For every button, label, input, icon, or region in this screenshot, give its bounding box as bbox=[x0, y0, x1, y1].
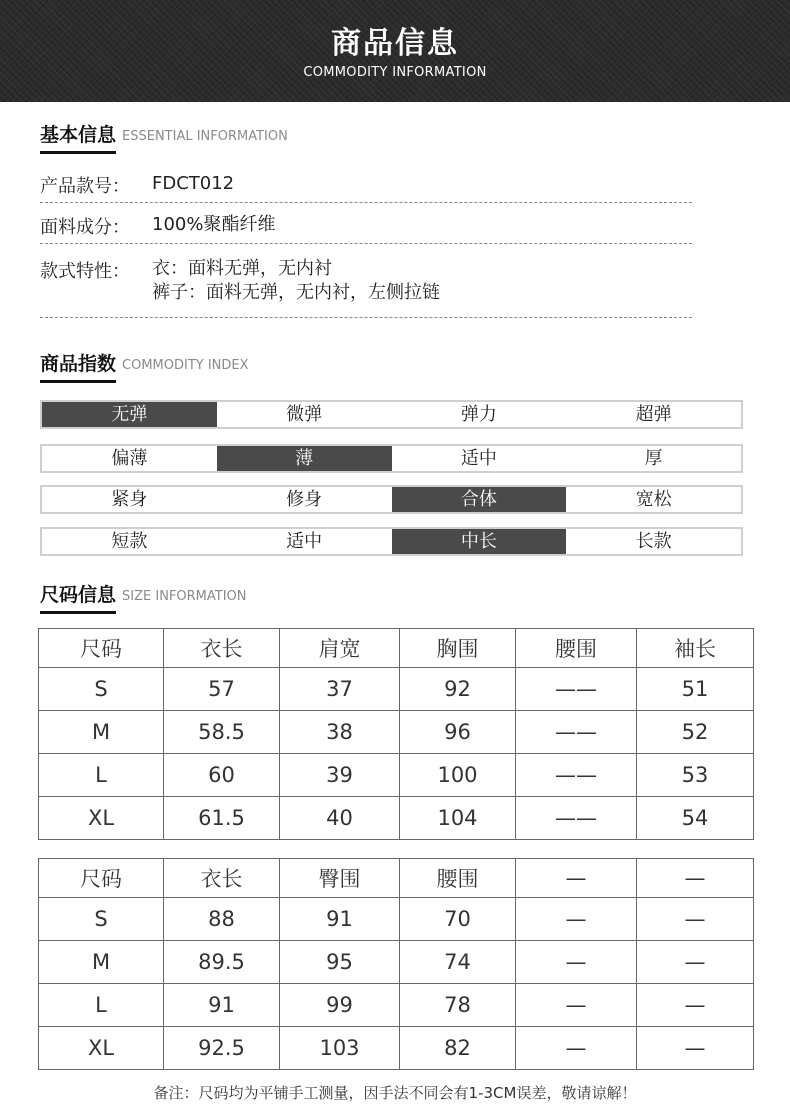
table-header-cell: 腰围 bbox=[400, 859, 516, 898]
index-option: 适中 bbox=[286, 531, 323, 552]
table-cell: — bbox=[516, 941, 637, 984]
table-cell: — bbox=[637, 984, 754, 1027]
table-row bbox=[39, 711, 754, 754]
page-title: 商品信息 bbox=[331, 26, 459, 61]
index-option: 厚 bbox=[644, 448, 663, 469]
table-row bbox=[39, 754, 754, 797]
table-cell: M bbox=[39, 941, 164, 984]
table-cell: 57 bbox=[164, 668, 280, 711]
table-header-cell: 袖长 bbox=[637, 629, 754, 668]
section-size-subtitle: SIZE INFORMATION bbox=[122, 589, 247, 604]
index-option: 短款 bbox=[111, 531, 148, 552]
table-row bbox=[39, 941, 754, 984]
section-size-title: 尺码信息 bbox=[40, 580, 116, 614]
header-banner bbox=[0, 0, 790, 102]
table-header-cell: 衣长 bbox=[164, 629, 280, 668]
table-header-row bbox=[39, 859, 754, 898]
table-cell: 95 bbox=[280, 941, 400, 984]
table-cell: —— bbox=[516, 711, 637, 754]
index-option: 中长 bbox=[392, 529, 567, 554]
table-cell: 100 bbox=[400, 754, 516, 797]
index-option: 薄 bbox=[217, 446, 392, 471]
table-cell: 54 bbox=[637, 797, 754, 840]
section-index-heading bbox=[40, 349, 249, 383]
index-option: 紧身 bbox=[111, 489, 148, 510]
table-cell: 92 bbox=[400, 668, 516, 711]
table-cell: 61.5 bbox=[164, 797, 280, 840]
table-cell: S bbox=[39, 898, 164, 941]
table-row bbox=[39, 1027, 754, 1070]
table-cell: — bbox=[637, 898, 754, 941]
table-header-cell: 臀围 bbox=[280, 859, 400, 898]
index-row-length bbox=[40, 527, 743, 556]
table-cell: 37 bbox=[280, 668, 400, 711]
section-size-heading bbox=[40, 580, 247, 614]
table-cell: L bbox=[39, 984, 164, 1027]
info-row-style-no bbox=[40, 172, 692, 203]
table-cell: M bbox=[39, 711, 164, 754]
table-cell: 58.5 bbox=[164, 711, 280, 754]
section-index-title: 商品指数 bbox=[40, 349, 116, 383]
index-option: 偏薄 bbox=[111, 448, 148, 469]
table-cell: —— bbox=[516, 754, 637, 797]
index-option: 合体 bbox=[392, 487, 567, 512]
index-option: 适中 bbox=[460, 448, 497, 469]
table-header-row bbox=[39, 629, 754, 668]
table-cell: 53 bbox=[637, 754, 754, 797]
info-label: 款式特性： bbox=[40, 261, 130, 282]
info-value: 衣：面料无弹，无内衬 bbox=[152, 258, 332, 279]
table-cell: —— bbox=[516, 668, 637, 711]
table-cell: — bbox=[516, 984, 637, 1027]
index-row-thickness bbox=[40, 444, 743, 473]
info-row-features bbox=[40, 257, 692, 318]
index-option: 宽松 bbox=[635, 489, 672, 510]
section-basic-subtitle: ESSENTIAL INFORMATION bbox=[122, 129, 288, 144]
size-table-top bbox=[38, 628, 754, 840]
index-option: 微弹 bbox=[286, 404, 323, 425]
table-header-cell: 尺码 bbox=[39, 629, 164, 668]
table-header-cell: — bbox=[637, 859, 754, 898]
page-subtitle: COMMODITY INFORMATION bbox=[303, 65, 487, 80]
table-row bbox=[39, 984, 754, 1027]
table-cell: 78 bbox=[400, 984, 516, 1027]
table-header-cell: 腰围 bbox=[516, 629, 637, 668]
index-option: 无弹 bbox=[42, 402, 217, 427]
table-cell: 92.5 bbox=[164, 1027, 280, 1070]
info-value: FDCT012 bbox=[152, 173, 235, 194]
table-cell: 39 bbox=[280, 754, 400, 797]
section-basic-heading bbox=[40, 120, 288, 154]
info-value: 裤子：面料无弹，无内衬，左侧拉链 bbox=[152, 282, 440, 303]
index-row-fit bbox=[40, 485, 743, 514]
table-cell: 103 bbox=[280, 1027, 400, 1070]
table-header-cell: 尺码 bbox=[39, 859, 164, 898]
index-option: 弹力 bbox=[460, 404, 497, 425]
table-cell: — bbox=[637, 1027, 754, 1070]
table-cell: 91 bbox=[164, 984, 280, 1027]
table-header-cell: 胸围 bbox=[400, 629, 516, 668]
info-label: 产品款号： bbox=[40, 176, 130, 197]
table-cell: 60 bbox=[164, 754, 280, 797]
table-cell: 70 bbox=[400, 898, 516, 941]
section-index-subtitle: COMMODITY INDEX bbox=[122, 358, 249, 373]
section-basic-title: 基本信息 bbox=[40, 120, 116, 154]
table-row bbox=[39, 797, 754, 840]
table-cell: 51 bbox=[637, 668, 754, 711]
table-cell: 74 bbox=[400, 941, 516, 984]
table-cell: 52 bbox=[637, 711, 754, 754]
index-row-elasticity bbox=[40, 400, 743, 429]
table-cell: —— bbox=[516, 797, 637, 840]
table-cell: 89.5 bbox=[164, 941, 280, 984]
info-label: 面料成分： bbox=[40, 217, 130, 238]
table-cell: S bbox=[39, 668, 164, 711]
info-value: 100%聚酯纤维 bbox=[152, 214, 276, 235]
index-option: 长款 bbox=[635, 531, 672, 552]
table-row bbox=[39, 898, 754, 941]
table-cell: — bbox=[516, 1027, 637, 1070]
table-cell: XL bbox=[39, 797, 164, 840]
table-cell: 104 bbox=[400, 797, 516, 840]
table-cell: 99 bbox=[280, 984, 400, 1027]
measurement-note: 备注：尺码均为平铺手工测量，因手法不同会有1-3CM误差，敬请谅解！ bbox=[153, 1084, 637, 1102]
table-row bbox=[39, 668, 754, 711]
table-cell: 38 bbox=[280, 711, 400, 754]
table-cell: 40 bbox=[280, 797, 400, 840]
table-cell: 88 bbox=[164, 898, 280, 941]
table-cell: L bbox=[39, 754, 164, 797]
table-header-cell: 肩宽 bbox=[280, 629, 400, 668]
index-option: 超弹 bbox=[635, 404, 672, 425]
table-cell: XL bbox=[39, 1027, 164, 1070]
index-option: 修身 bbox=[286, 489, 323, 510]
table-cell: 91 bbox=[280, 898, 400, 941]
table-header-cell: 衣长 bbox=[164, 859, 280, 898]
table-cell: 82 bbox=[400, 1027, 516, 1070]
size-table-bottom bbox=[38, 858, 754, 1070]
info-row-fabric bbox=[40, 213, 692, 244]
table-cell: — bbox=[637, 941, 754, 984]
table-cell: 96 bbox=[400, 711, 516, 754]
table-header-cell: — bbox=[516, 859, 637, 898]
table-cell: — bbox=[516, 898, 637, 941]
